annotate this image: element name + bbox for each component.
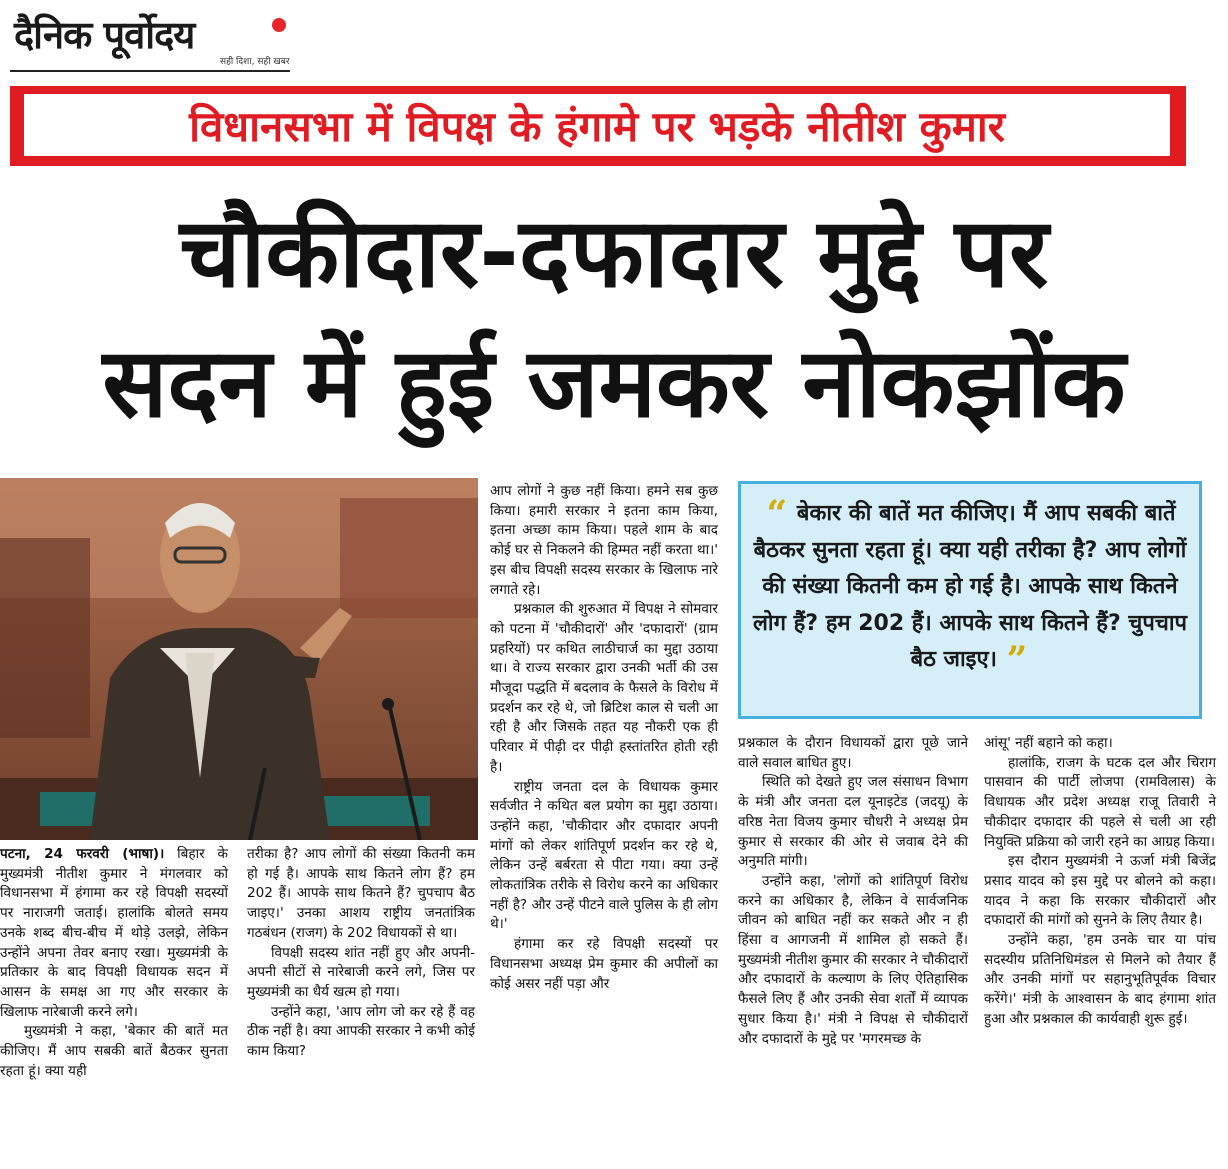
- article-paragraph: उन्होंने कहा, 'लोगों को शांतिपूर्ण विरोध करने का अधिकार है, लेकिन वे सार्वजनिक जीवन को बाधित नहीं कर सकते और न ही हिंसा व आगजनी में शामिल हो सकते हैं। मुख्यमंत्री नीतीश कुमार की सरकार ने चौकीदारों और दफादारों के कल्याण के लिए ऐतिहासिक फैसले लिए हैं और उनकी सेवा शर्तों में व्यापक सुधार किया है।' मंत्री ने विपक्ष से चौकीदारों और दफादारों के मुद्दे पर 'मगरमच्छ के: [738, 872, 968, 1047]
- masthead-rule: [10, 70, 290, 72]
- pull-quote: [738, 481, 1202, 719]
- article-column-3: [490, 482, 718, 994]
- pull-quote-body: [749, 493, 1191, 681]
- article-paragraph: मुख्यमंत्री ने कहा, 'बेकार की बातें मत कीजिए। मैं आप सबकी बातें बैठकर सुनता रहता हूं। क्या यही: [0, 1023, 228, 1079]
- article-paragraph: प्रश्नकाल की शुरुआत में विपक्ष ने सोमवार को पटना में 'चौकीदारों' और 'दफादारों' (ग्राम प्रहरियों) पर कथित लाठीचार्ज का मुद्दा उठाया था। वे राज्य सरकार द्वारा उनकी भर्ती की उस मौजूदा पद्धति में बदलाव के फैसले के विरोध में प्रदर्शन कर रहे थे, जो ब्रिटिश काल से चली आ रही है और जिसके तहत यह नौकरी एक ही परिवार में पीढ़ी दर पीढ़ी हस्तांतरित होती रही है।: [490, 601, 718, 775]
- kicker-band: [10, 86, 1186, 166]
- pull-quote-text: बेकार की बातें मत कीजिए। मैं आप सबकी बातें बैठकर सुनता रहता हूं। क्या यही तरीका है? आप लोगों की संख्या कितनी कम हो गई है। आपके साथ कितने लोग हैं? हम 202 हैं। आपके साथ कितने हैं? चुपचाप बैठ जाइए।: [752, 501, 1188, 672]
- article-paragraph: उन्होंने कहा, 'हम उनके चार या पांच सदस्यीय प्रतिनिधिमंडल से मिलने को तैयार हैं और उनकी मांगों पर सहानुभूतिपूर्वक विचार करेंगे।' मंत्री के आश्वासन के बाद हंगामा शांत हुआ और प्रश्नकाल की कार्यवाही शुरू हुई।: [984, 932, 1216, 1027]
- article-paragraph: हंगामा कर रहे विपक्षी सदस्यों पर विधानसभा अध्यक्ष प्रेम कुमार की अपीलों का कोई असर नहीं पड़ा और: [490, 936, 718, 992]
- quote-close-icon: ”: [1006, 639, 1028, 681]
- article-paragraph: उन्होंने कहा, 'आप लोग जो कर रहे हैं वह ठीक नहीं है। क्या आपकी सरकार ने कभी कोई काम किया?: [247, 1003, 475, 1060]
- article-paragraph: इस दौरान मुख्यमंत्री ने ऊर्जा मंत्री बिजेंद्र प्रसाद यादव को इस मुद्दे पर बोलने को कहा। यादव ने कहा कि सरकार चौकीदारों और दफादारों की मांगों को सुनने के लिए तैयार है।: [984, 853, 1216, 929]
- article-column-5: [984, 734, 1216, 1030]
- article-paragraph: स्थिति को देखते हुए जल संसाधन विभाग के मंत्री और जनता दल यूनाइटेड (जदयू) के वरिष्ठ नेता विजय कुमार चौधरी ने अध्यक्ष प्रेम कुमार से सरकार की ओर से जवाब देने की अनुमति मांगी।: [738, 774, 968, 870]
- article-paragraph: हालांकि, राजग के घटक दल और चिराग पासवान की पार्टी लोजपा (रामविलास) के विधायक और प्रदेश अध्यक्ष राजू तिवारी ने चौकीदार दफादार की पहले से चली आ रही नियुक्ति प्रक्रिया को जारी रहने का आग्रह किया।: [984, 754, 1216, 850]
- article-column-4: [738, 734, 968, 1049]
- news-photo-icon: [0, 478, 478, 840]
- article-paragraph: पटना, 24 फरवरी (भाषा)। बिहार के मुख्यमंत्री नीतीश कुमार ने मंगलवार को विधानसभा में हंगामा कर रहे विपक्षी सदस्यों पर नाराजगी जताई। हालांकि बोलते समय उनके शब्द बीच-बीच में थोड़े उलझे, लेकिन उन्होंने अपना तेवर बनाए रखा। मुख्यमंत्री के प्रतिकार के बाद विपक्षी विधायक सदन में आसन के समक्ष आ गए और सरकार के खिलाफ नारेबाजी करने लगे।: [0, 846, 228, 1020]
- newspaper-tagline: सही दिशा, सही खबर: [220, 57, 290, 67]
- newspaper-name: दैनिक पूर्वोदय: [14, 13, 195, 57]
- kicker-text: विधानसभा में विपक्ष के हंगामे पर भड़के नीतीश कुमार: [189, 101, 1005, 151]
- logo-dot-icon: [272, 18, 286, 32]
- dateline: पटना, 24 फरवरी (भाषा)।: [0, 846, 165, 862]
- article-column-2: [247, 845, 475, 1062]
- article-paragraph: आंसू' नहीं बहाने को कहा।: [984, 735, 1113, 751]
- article-paragraph: तरीका है? आप लोगों की संख्या कितनी कम हो गई है। आपके साथ कितने लोग हैं? हम 202 हैं। आपके साथ कितने हैं? चुपचाप बैठ जाइए।' उनका आशय राष्ट्रीय जनतांत्रिक गठबंधन (राजग) के 202 विधायकों से था।: [247, 846, 475, 941]
- news-photo: [0, 478, 478, 840]
- masthead: [10, 8, 290, 74]
- article-paragraph: प्रश्नकाल के दौरान विधायकों द्वारा पूछे जाने वाले सवाल बाधित हुए।: [738, 735, 968, 771]
- article-paragraph: विपक्षी सदस्य शांत नहीं हुए और अपनी-अपनी सीटों से नारेबाजी करने लगे, जिस पर मुख्यमंत्री का धैर्य खत्म हो गया।: [247, 944, 475, 1000]
- kicker-panel: [24, 94, 1170, 156]
- article-paragraph: राष्ट्रीय जनता दल के विधायक कुमार सर्वजीत ने कथित बल प्रयोग का मुद्दा उठाया। उन्होंने कहा, 'चौकीदार और दफादार अपनी मांगों को लेकर शांतिपूर्ण प्रदर्शन कर रहे थे, लेकिन उन्हें बर्बरता से पीटा गया। क्या उन्हें लोकतांत्रिक तरीके से विरोध करने का अधिकार नहीं है? और उन्हें पीटने वाले पुलिस के ही लोग थे।': [490, 778, 718, 933]
- article-paragraph: आप लोगों ने कुछ नहीं किया। हमने सब कुछ किया। हमारी सरकार ने इतना काम किया, इतना अच्छा काम किया। पहले शाम के बाद कोई घर से निकलने की हिम्मत नहीं करता था।' इस बीच विपक्षी सदस्य सरकार के खिलाफ नारे लगाते रहे।: [490, 483, 718, 598]
- article-column-1: [0, 845, 228, 1081]
- headline-line-2: सदन में हुई जमकर नोकझोंक: [102, 327, 1126, 439]
- quote-open-icon: “: [766, 493, 788, 535]
- headline-line-1: चौकीदार-दफादार मुद्दे पर: [179, 197, 1049, 309]
